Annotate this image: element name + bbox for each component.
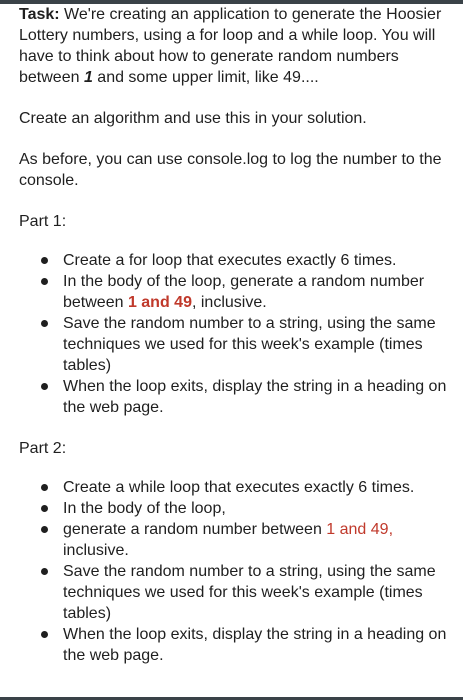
list-item (19, 519, 451, 561)
list-item-text: Create a while loop that executes exactly 6 times. (63, 479, 415, 496)
bullet-icon (41, 257, 48, 264)
bullet-icon (41, 631, 48, 638)
bullet-icon (41, 568, 48, 575)
bullet-icon (41, 278, 48, 285)
task-document (19, 4, 451, 666)
highlight-range: 1 and 49 (127, 294, 192, 311)
task-number-one: 1 (83, 69, 93, 86)
task-text-2: and some upper limit, like 49.... (92, 69, 319, 86)
list-item-text: In the body of the loop, generate a random number between (63, 273, 425, 311)
bullet-icon (41, 320, 48, 327)
list-item-text: , inclusive. (191, 294, 267, 311)
list-item (19, 313, 451, 376)
bullet-icon (41, 505, 48, 512)
list-item (19, 561, 451, 624)
bullet-icon (41, 526, 48, 533)
list-item-text: In the body of the loop, (63, 500, 226, 517)
task-text-1: We're creating an application to generate the Hoosier Lottery numbers, using a for loop and a while loop. You will have to think about how to generate random numbers between (19, 6, 442, 86)
list-item-text: Create a for loop that executes exactly 6 times. (63, 252, 397, 269)
list-item-text: Save the random number to a string, using the same techniques we used for this week's example (times tables) (63, 315, 436, 374)
list-item (19, 271, 451, 313)
algorithm-paragraph: Create an algorithm and use this in your solution. (19, 110, 367, 127)
bullet-icon (41, 383, 48, 390)
list-item (19, 376, 451, 418)
part2-heading: Part 2: (19, 440, 67, 457)
console-paragraph: As before, you can use console.log to log the number to the console. (19, 151, 442, 189)
task-label: Task: (19, 6, 60, 23)
part2-list (19, 477, 451, 666)
bullet-icon (41, 484, 48, 491)
list-item-text: When the loop exits, display the string in a heading on the web page. (63, 626, 447, 664)
list-item (19, 624, 451, 666)
list-item (19, 498, 451, 519)
list-item-text: Save the random number to a string, using the same techniques we used for this week's example (times tables) (63, 563, 436, 622)
part1-heading: Part 1: (19, 213, 67, 230)
list-item-text: inclusive. (63, 542, 129, 559)
list-item (19, 250, 451, 271)
list-item (19, 477, 451, 498)
part1-list (19, 250, 451, 418)
task-paragraph (19, 4, 451, 88)
highlight-range: 1 and 49, (326, 521, 394, 538)
list-item-text: When the loop exits, display the string in a heading on the web page. (63, 378, 447, 416)
list-item-text: generate a random number between (63, 521, 327, 538)
